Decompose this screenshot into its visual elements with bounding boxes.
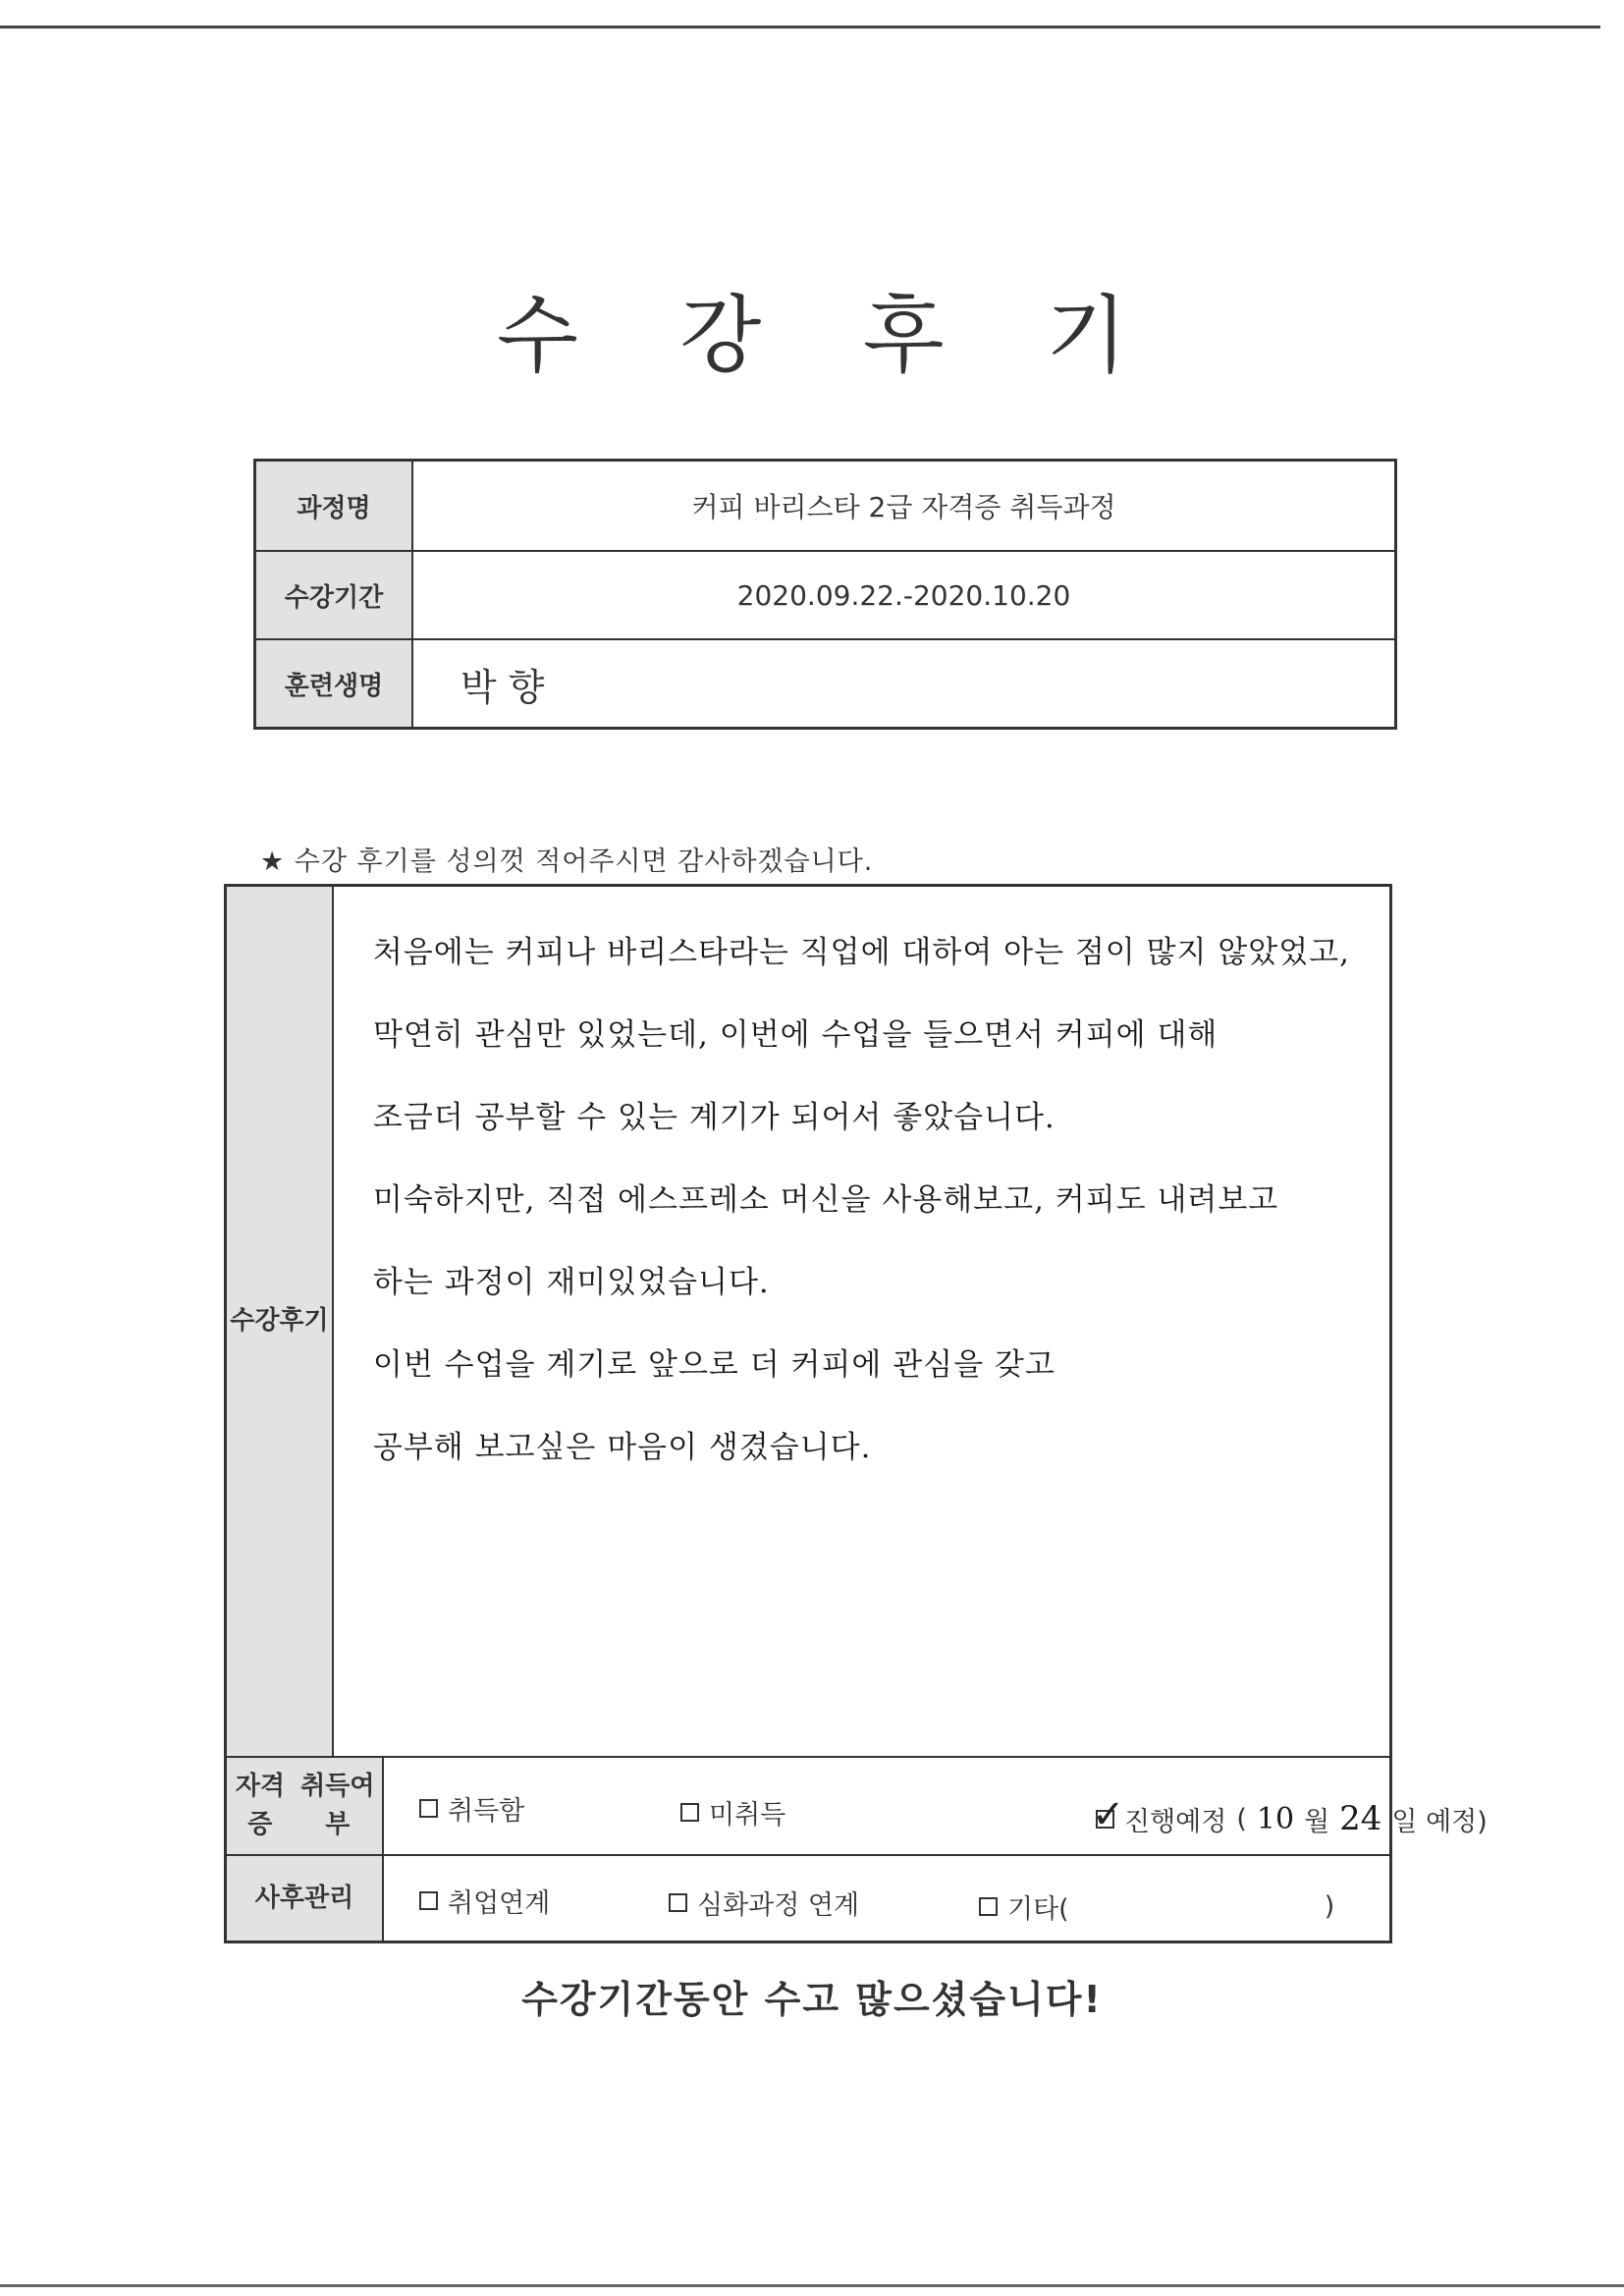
period-label: 수강기간: [256, 552, 413, 638]
review-line: 조금더 공부할 수 있는 계기가 되어서 좋았습니다.: [372, 1100, 1056, 1135]
checkbox-acquired[interactable]: [419, 1799, 438, 1818]
review-line: 처음에는 커피나 바리스타라는 직업에 대하여 아는 점이 많지 않았었고,: [372, 935, 1350, 970]
option-other[interactable]: [979, 1887, 1334, 1926]
closing-message: 수강기간동안 수고 많으셨습니다!: [521, 1978, 1103, 2021]
checkbox-other[interactable]: [979, 1897, 998, 1916]
option-other-label: 기타(: [1007, 1894, 1069, 1925]
option-employment[interactable]: [419, 1882, 550, 1920]
course-row: [256, 462, 1394, 550]
scheduled-day: 24: [1339, 1799, 1382, 1838]
course-label: 과정명: [256, 462, 413, 550]
trainee-row: [256, 638, 1394, 727]
review-label: 수강후기: [227, 887, 334, 1756]
month-unit: 월: [1304, 1806, 1330, 1837]
checkbox-advanced[interactable]: [669, 1893, 687, 1912]
option-other-close: ): [1324, 1891, 1335, 1922]
aftercare-label: 사후관리: [227, 1856, 384, 1941]
trainee-value: 박 향: [460, 665, 545, 709]
period-value: 2020.09.22.-2020.10.20: [736, 578, 1071, 612]
certification-label-line2: 취득여부: [300, 1772, 375, 1839]
review-line: 미숙하지만, 직접 에스프레소 머신을 사용해보고, 커피도 내려보고: [372, 1182, 1279, 1218]
bottom-border-line: [0, 2284, 1624, 2287]
review-line: 막연히 관심만 있었는데, 이번에 수업을 들으면서 커피에 대해: [372, 1017, 1218, 1053]
option-scheduled[interactable]: [1092, 1791, 1488, 1838]
option-scheduled-label: 진행예정: [1124, 1806, 1227, 1837]
scheduled-paren-open: (: [1236, 1803, 1247, 1834]
checkbox-not-acquired[interactable]: [680, 1803, 699, 1822]
review-line: 하는 과정이 재미있었습니다.: [372, 1265, 770, 1300]
review-row: [227, 887, 1389, 1756]
review-line: 이번 수업을 계기로 앞으로 더 커피에 관심을 갖고: [372, 1347, 1056, 1383]
option-not-acquired-label: 미취득: [709, 1800, 786, 1831]
option-acquired[interactable]: [419, 1789, 524, 1828]
option-advanced[interactable]: [669, 1884, 859, 1922]
day-unit: 일 예정): [1391, 1806, 1488, 1837]
check-mark-icon: ✓: [1092, 1791, 1125, 1837]
course-value: 커피 바리스타 2급 자격증 취득과정: [691, 491, 1116, 523]
certification-label-line1: 자격증: [235, 1772, 285, 1839]
period-row: [256, 550, 1394, 638]
option-advanced-label: 심화과정 연계: [697, 1890, 860, 1921]
course-info-table: [253, 459, 1397, 730]
certification-row: [227, 1756, 1488, 1854]
aftercare-row: [227, 1854, 1389, 1941]
option-acquired-label: 취득함: [448, 1796, 525, 1827]
option-not-acquired[interactable]: [680, 1793, 785, 1831]
aftercare-options: [384, 1856, 1389, 1941]
trainee-label: 훈련생명: [256, 640, 413, 727]
certification-label: [227, 1758, 384, 1854]
certification-options: [384, 1758, 1488, 1854]
review-text-area: [334, 887, 1389, 1756]
checkbox-employment[interactable]: [419, 1891, 438, 1910]
instruction-note: ★ 수강 후기를 성의껏 적어주시면 감사하겠습니다.: [260, 847, 874, 877]
review-table: [224, 884, 1488, 1943]
checkbox-scheduled[interactable]: [1092, 1791, 1125, 1837]
option-employment-label: 취업연계: [448, 1888, 551, 1919]
page-title: 수 강 후 기: [496, 287, 1165, 385]
scheduled-month: 10: [1256, 1801, 1295, 1836]
review-line: 공부해 보고싶은 마음이 생겼습니다.: [372, 1430, 872, 1465]
top-border-line: [0, 26, 1600, 28]
